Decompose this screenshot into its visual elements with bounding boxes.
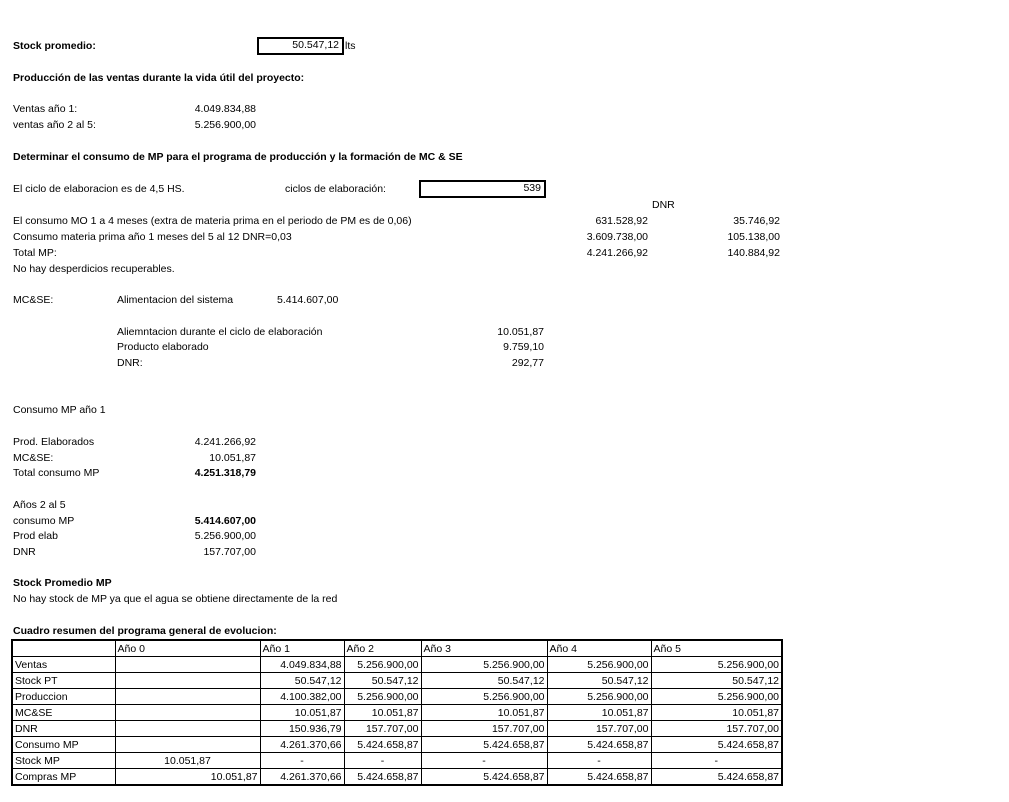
- anos-2-5-label: DNR: [13, 546, 36, 558]
- table-header-cell[interactable]: Año 3: [421, 640, 547, 657]
- table-cell[interactable]: 50.547,12: [344, 673, 421, 689]
- table-cell[interactable]: 157.707,00: [421, 721, 547, 737]
- dnr-header: DNR: [652, 199, 675, 211]
- consumo-mp-ano1-label: MC&SE:: [13, 452, 54, 464]
- consumo-title: Determinar el consumo de MP para el programa de producción y la formación de MC & SE: [13, 151, 463, 163]
- stock-promedio-mp-text: No hay stock de MP ya que el agua se obtiene directamente de la red: [13, 593, 338, 605]
- ventas-ano2-5-value: 5.256.900,00: [194, 119, 256, 131]
- table-cell[interactable]: 10.051,87: [115, 769, 260, 786]
- table-row: [12, 673, 782, 689]
- table-cell[interactable]: 5.424.658,87: [651, 737, 782, 753]
- anos-2-5-label: Prod elab: [13, 530, 58, 542]
- table-row: [12, 657, 782, 673]
- consumo-row-value: 4.241.266,92: [586, 247, 648, 259]
- table-cell[interactable]: 150.936,79: [260, 721, 344, 737]
- table-cell[interactable]: 50.547,12: [547, 673, 651, 689]
- table-row: [12, 721, 782, 737]
- table-row-label[interactable]: DNR: [12, 721, 115, 737]
- consumo-row-label: El consumo MO 1 a 4 meses (extra de materia prima en el periodo de PM es de 0,06): [13, 215, 412, 227]
- consumo-row-label: Consumo materia prima año 1 meses del 5 al 12 DNR=0,03: [13, 231, 292, 243]
- table-row-label[interactable]: Consumo MP: [12, 737, 115, 753]
- consumo-mp-ano1-value: 4.241.266,92: [194, 436, 256, 448]
- table-row: [12, 769, 782, 786]
- table-cell[interactable]: 5.256.900,00: [651, 689, 782, 705]
- table-cell[interactable]: 10.051,87: [260, 705, 344, 721]
- table-cell[interactable]: 157.707,00: [344, 721, 421, 737]
- anos-2-5-value: 5.256.900,00: [194, 530, 256, 542]
- table-cell[interactable]: [115, 721, 260, 737]
- table-header-cell[interactable]: Año 4: [547, 640, 651, 657]
- consumo-mp-ano1-label: Prod. Elaborados: [13, 436, 95, 448]
- table-cell[interactable]: 157.707,00: [547, 721, 651, 737]
- table-cell[interactable]: 10.051,87: [547, 705, 651, 721]
- ciclo-label: El ciclo de elaboracion es de 4,5 HS.: [13, 183, 185, 195]
- table-cell[interactable]: 10.051,87: [421, 705, 547, 721]
- stock-promedio-mp-title: Stock Promedio MP: [13, 577, 112, 589]
- ventas-ano2-5-label: ventas año 2 al 5:: [13, 119, 96, 131]
- table-cell[interactable]: [115, 737, 260, 753]
- table-cell[interactable]: 5.424.658,87: [344, 769, 421, 786]
- anos-2-5-value: 5.414.607,00: [194, 515, 256, 527]
- consumo-row-dnr: 35.746,92: [733, 215, 780, 227]
- mcse-alimentacion-label: Alimentacion del sistema: [117, 294, 234, 306]
- table-cell[interactable]: 5.256.900,00: [547, 689, 651, 705]
- table-cell[interactable]: -: [651, 753, 782, 769]
- ciclos-label: ciclos de elaboración:: [285, 183, 386, 195]
- table-cell[interactable]: -: [344, 753, 421, 769]
- table-cell[interactable]: 5.424.658,87: [651, 769, 782, 786]
- ventas-ano1-label: Ventas año 1:: [13, 103, 78, 115]
- table-cell[interactable]: [115, 657, 260, 673]
- table-cell[interactable]: 5.256.900,00: [344, 689, 421, 705]
- table-row-label[interactable]: Ventas: [12, 657, 115, 673]
- consumo-mp-ano1-total: 4.251.318,79: [194, 467, 256, 479]
- table-cell[interactable]: 5.256.900,00: [651, 657, 782, 673]
- table-cell[interactable]: 10.051,87: [115, 753, 260, 769]
- mcse-row-value: 10.051,87: [497, 326, 544, 338]
- table-cell[interactable]: -: [547, 753, 651, 769]
- table-cell[interactable]: [115, 689, 260, 705]
- table-cell[interactable]: 4.049.834,88: [260, 657, 344, 673]
- consumo-mp-ano1-value: 10.051,87: [209, 452, 256, 464]
- table-cell[interactable]: 4.261.370,66: [260, 769, 344, 786]
- table-cell[interactable]: -: [260, 753, 344, 769]
- table-row-label[interactable]: MC&SE: [12, 705, 115, 721]
- table-header-cell[interactable]: Año 5: [651, 640, 782, 657]
- table-cell[interactable]: 5.424.658,87: [547, 769, 651, 786]
- table-header-row: [12, 640, 782, 657]
- table-cell[interactable]: 4.100.382,00: [260, 689, 344, 705]
- table-row-label[interactable]: Stock PT: [12, 673, 115, 689]
- consumo-row-label: Total MP:: [13, 247, 57, 259]
- table-cell[interactable]: 5.424.658,87: [421, 737, 547, 753]
- table-cell[interactable]: 5.256.900,00: [421, 689, 547, 705]
- table-header-cell[interactable]: Año 2: [344, 640, 421, 657]
- mcse-row-value: 9.759,10: [503, 341, 544, 353]
- table-row: [12, 753, 782, 769]
- cuadro-resumen-table: [11, 639, 783, 786]
- anos-2-5-title: Años 2 al 5: [13, 499, 66, 511]
- table-cell[interactable]: 5.256.900,00: [547, 657, 651, 673]
- mcse-row-label: Aliemntacion durante el ciclo de elaboración: [117, 326, 323, 338]
- mcse-row-label: Producto elaborado: [117, 341, 209, 353]
- stock-promedio-value[interactable]: 50.547,12: [257, 37, 344, 55]
- consumo-row-dnr: 105.138,00: [727, 231, 780, 243]
- mcse-row-value: 292,77: [511, 357, 544, 369]
- table-row-label[interactable]: Produccion: [12, 689, 115, 705]
- consumo-mp-ano1-label: Total consumo MP: [13, 467, 100, 479]
- table-cell[interactable]: 10.051,87: [344, 705, 421, 721]
- anos-2-5-label: consumo MP: [13, 515, 75, 527]
- table-row-label[interactable]: Stock MP: [12, 753, 115, 769]
- table-header-cell[interactable]: Año 1: [260, 640, 344, 657]
- table-cell[interactable]: 5.424.658,87: [547, 737, 651, 753]
- produccion-title: Producción de las ventas durante la vida útil del proyecto:: [13, 72, 305, 84]
- table-cell[interactable]: 50.547,12: [651, 673, 782, 689]
- mcse-row-label: DNR:: [117, 357, 143, 369]
- table-cell[interactable]: 4.261.370,66: [260, 737, 344, 753]
- mcse-alimentacion-value: 5.414.607,00: [277, 294, 339, 306]
- table-header-cell[interactable]: [12, 640, 115, 657]
- table-cell[interactable]: 5.424.658,87: [344, 737, 421, 753]
- cuadro-title: Cuadro resumen del programa general de evolucion:: [13, 625, 277, 637]
- table-cell[interactable]: [115, 705, 260, 721]
- consumo-row-dnr: 140.884,92: [727, 247, 780, 259]
- table-row: [12, 737, 782, 753]
- stock-promedio-label: Stock promedio:: [13, 40, 96, 52]
- consumo-row-value: 3.609.738,00: [586, 231, 648, 243]
- stock-promedio-unit: lts: [345, 40, 356, 52]
- consumo-mp-ano1-title: Consumo MP año 1: [13, 404, 106, 416]
- table-row-label[interactable]: Compras MP: [12, 769, 115, 786]
- table-cell[interactable]: 157.707,00: [651, 721, 782, 737]
- ciclos-value[interactable]: 539: [419, 180, 546, 198]
- table-cell[interactable]: 10.051,87: [651, 705, 782, 721]
- table-cell[interactable]: 50.547,12: [260, 673, 344, 689]
- consumo-row-value: 631.528,92: [595, 215, 648, 227]
- table-cell[interactable]: 5.256.900,00: [421, 657, 547, 673]
- table-row: [12, 705, 782, 721]
- anos-2-5-value: 157.707,00: [203, 546, 256, 558]
- table-cell[interactable]: -: [421, 753, 547, 769]
- table-cell[interactable]: 5.256.900,00: [344, 657, 421, 673]
- ventas-ano1-value: 4.049.834,88: [194, 103, 256, 115]
- table-cell[interactable]: 5.424.658,87: [421, 769, 547, 786]
- table-cell[interactable]: 50.547,12: [421, 673, 547, 689]
- mcse-label: MC&SE:: [13, 294, 54, 306]
- table-header-cell[interactable]: Año 0: [115, 640, 260, 657]
- desperdicios-text: No hay desperdicios recuperables.: [13, 263, 175, 275]
- table-row: [12, 689, 782, 705]
- table-cell[interactable]: [115, 673, 260, 689]
